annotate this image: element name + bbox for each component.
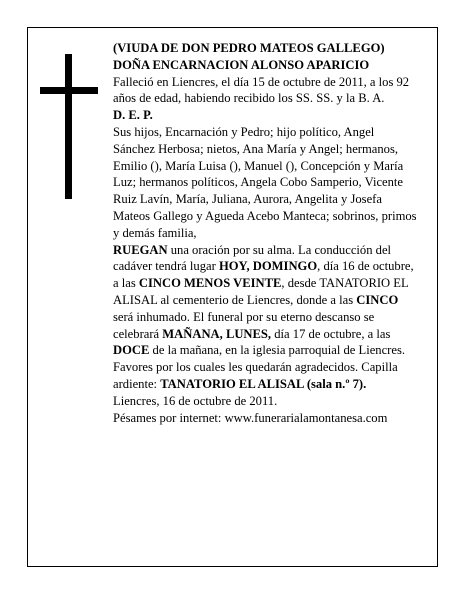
conduction-date-text: , día 16 de octubre, a las xyxy=(113,259,414,291)
conduction-day: HOY, DOMINGO xyxy=(218,259,318,274)
funeral-day: MAÑANA, LUNES, xyxy=(162,326,272,341)
burial-text: será inhumado. El funeral por su eterno descanso se celebrará xyxy=(113,309,375,341)
funeral-time: DOCE xyxy=(113,343,150,358)
ruegan-word: RUEGAN xyxy=(113,242,168,257)
cross-horizontal-bar xyxy=(40,87,98,94)
prayer-text: una oración por su alma. La conducción del cadáver tendrá lugar xyxy=(113,242,392,274)
burial-time: CINCO xyxy=(356,292,399,307)
funeral-place-text: de la mañana, en la iglesia parroquial de Liencres. Favores por los cuales les quedarán agradecidos. Capilla ardiente: xyxy=(113,343,405,391)
conduction-from: , desde TANATORIO EL ALISAL al cementerio de Liencres, donde a las xyxy=(113,276,409,307)
place-date: Liencres, 16 de octubre de 2011. xyxy=(113,393,278,408)
funeral-arrangements xyxy=(113,242,419,393)
condolences-line: Pésames por internet: www.funerarialamontanesa.com xyxy=(113,410,388,425)
cross-icon xyxy=(40,54,98,199)
dep-line: D. E. P. xyxy=(113,108,153,123)
obituary-text xyxy=(113,40,419,426)
deceased-name: DOÑA ENCARNACION ALONSO APARICIO xyxy=(113,57,370,72)
cross-vertical-bar xyxy=(65,54,72,199)
death-statement: Falleció en Liencres, el día 15 de octubre de 2011, a los 92 años de edad, habiendo recibido los SS. SS. y la B. A. xyxy=(113,74,410,106)
chapel-name: TANATORIO EL ALISAL (sala n.º 7). xyxy=(160,376,367,391)
widow-header: (VIUDA DE DON PEDRO MATEOS GALLEGO) xyxy=(113,41,385,55)
funeral-date-text: día 17 de octubre, a las xyxy=(271,326,391,341)
conduction-time: CINCO MENOS VEINTE xyxy=(138,276,282,291)
family-list: Sus hijos, Encarnación y Pedro; hijo político, Angel Sánchez Herbosa; nietos, Ana María y Angel; hermanos, Emilio (), María Luisa (), Manuel (), Concepción y María Luz; hermanos políticos, Angela Cobo Samperio, Vicente Ruiz Lavín, María, Juliana, Aurora, Angelita y Josefa Mateos Gallego y Agueda Acebo Manteca; sobrinos, primos y demás familia, xyxy=(113,124,417,240)
